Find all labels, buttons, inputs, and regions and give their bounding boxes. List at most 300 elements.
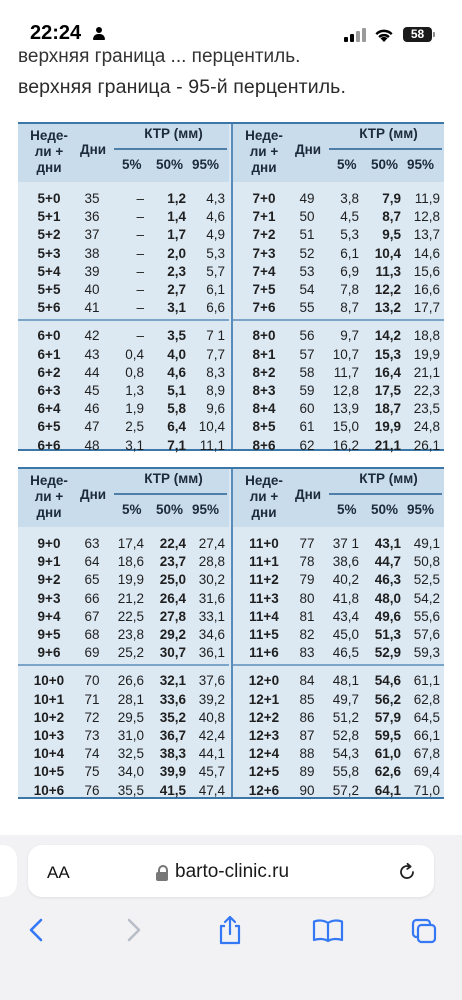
cell-p95: 61,1 bbox=[413, 673, 440, 689]
cell-p50: 64,1 bbox=[374, 782, 401, 798]
cell-week: 12+6 bbox=[248, 782, 280, 798]
header-weeks-line: ли + bbox=[249, 489, 279, 504]
cut-off-text-line: верхняя граница ... перцентиль. bbox=[18, 46, 301, 67]
cell-p5: 1,3 bbox=[125, 383, 144, 398]
cell-p5: 3,1 bbox=[125, 437, 144, 453]
cell-p5: 46,5 bbox=[332, 645, 359, 661]
cell-p5: 21,2 bbox=[117, 590, 144, 606]
cell-p95: 11,9 bbox=[414, 191, 440, 206]
header-p50: 50% bbox=[371, 502, 399, 517]
cell-days: 78 bbox=[299, 554, 315, 570]
cell-week: 9+5 bbox=[37, 627, 61, 642]
previous-tab-peek[interactable] bbox=[0, 845, 17, 897]
battery-cap bbox=[433, 32, 435, 37]
cell-days: 35 bbox=[84, 191, 100, 206]
cell-days: 74 bbox=[84, 746, 100, 762]
table-row bbox=[18, 553, 229, 571]
table-row bbox=[233, 745, 444, 763]
header-weeks-line: дни bbox=[251, 505, 277, 520]
table-half-left bbox=[18, 124, 229, 453]
cell-p5: 16,2 bbox=[332, 437, 359, 453]
cell-p5: – bbox=[136, 209, 144, 225]
cell-days: 42 bbox=[84, 328, 100, 344]
person-icon bbox=[93, 27, 105, 41]
table-row bbox=[18, 346, 229, 364]
cell-p95: 44,1 bbox=[198, 746, 225, 762]
ktr-table-5-8-weeks bbox=[18, 122, 444, 451]
cell-p5: 43,4 bbox=[332, 608, 359, 624]
cell-week: 7+0 bbox=[252, 191, 276, 206]
cell-p95: 8,9 bbox=[206, 383, 225, 398]
header-weeks-line: ли + bbox=[34, 489, 64, 504]
cell-p50: 25,0 bbox=[159, 572, 186, 588]
cell-p50: 39,9 bbox=[159, 764, 186, 780]
table-row bbox=[18, 281, 229, 299]
cell-p5: 0,8 bbox=[125, 364, 144, 380]
cell-p5: 41,8 bbox=[332, 590, 359, 606]
table-row bbox=[18, 644, 229, 662]
table-half-right bbox=[233, 124, 444, 453]
cell-week: 11+3 bbox=[249, 590, 279, 606]
bookmarks-icon[interactable] bbox=[311, 914, 345, 946]
cell-p95: 47,4 bbox=[198, 782, 225, 798]
table-row bbox=[233, 327, 444, 345]
cell-week: 11+2 bbox=[249, 572, 279, 588]
cell-days: 79 bbox=[299, 572, 315, 588]
status-time: 22:24 bbox=[30, 22, 82, 44]
cell-p50: 22,4 bbox=[159, 536, 186, 551]
cell-week: 9+3 bbox=[37, 590, 61, 606]
table-half-right bbox=[233, 469, 444, 797]
cell-days: 53 bbox=[299, 263, 315, 279]
cell-p5: 15,0 bbox=[332, 419, 359, 435]
table-row bbox=[18, 608, 229, 626]
cell-p5: 17,4 bbox=[117, 536, 144, 551]
cell-week: 10+0 bbox=[33, 673, 65, 689]
table-row bbox=[233, 727, 444, 745]
cell-p5: 22,5 bbox=[117, 608, 144, 624]
cell-days: 71 bbox=[84, 691, 100, 707]
table-row bbox=[18, 727, 229, 745]
cell-p50: 62,6 bbox=[374, 764, 401, 780]
cell-days: 46 bbox=[84, 401, 100, 417]
cell-p95: 37,6 bbox=[198, 673, 225, 689]
cell-p95: 4,9 bbox=[206, 227, 225, 243]
cell-p50: 9,5 bbox=[382, 227, 401, 243]
table-row bbox=[18, 763, 229, 781]
cell-p5: 7,8 bbox=[340, 282, 359, 297]
cell-week: 8+5 bbox=[252, 419, 276, 435]
cell-week: 11+1 bbox=[249, 554, 279, 570]
cell-p50: 29,2 bbox=[159, 627, 186, 642]
cell-week: 12+0 bbox=[248, 673, 280, 689]
header-p50: 50% bbox=[156, 502, 184, 517]
cell-p95: 10,4 bbox=[198, 419, 225, 435]
cell-days: 81 bbox=[299, 608, 315, 624]
cell-p95: 42,4 bbox=[198, 728, 225, 743]
header-p95: 95% bbox=[407, 502, 435, 517]
cell-p50: 38,3 bbox=[159, 746, 186, 762]
header-days: Дни bbox=[80, 487, 107, 502]
cell-days: 65 bbox=[84, 572, 100, 588]
header-weeks-days bbox=[24, 473, 74, 521]
cell-days: 64 bbox=[84, 554, 100, 570]
cell-week: 12+1 bbox=[248, 691, 280, 707]
cell-week: 12+3 bbox=[248, 728, 280, 743]
group-separator bbox=[18, 664, 229, 666]
cell-days: 82 bbox=[299, 627, 315, 642]
cell-days: 68 bbox=[84, 627, 100, 642]
cell-p95: 24,8 bbox=[413, 419, 440, 435]
table-row bbox=[233, 571, 444, 589]
table-row bbox=[18, 672, 229, 690]
cell-days: 80 bbox=[299, 590, 315, 606]
table-row bbox=[18, 691, 229, 709]
cell-p95: 6,6 bbox=[206, 300, 225, 316]
cell-p50: 4,0 bbox=[167, 346, 186, 362]
cell-week: 6+5 bbox=[37, 419, 61, 435]
cell-week: 9+0 bbox=[37, 536, 61, 551]
cell-week: 8+0 bbox=[252, 328, 276, 344]
header-weeks-line: Неде- bbox=[30, 128, 68, 143]
cell-week: 5+6 bbox=[37, 300, 61, 316]
cell-days: 72 bbox=[84, 709, 100, 725]
group-separator bbox=[233, 664, 444, 666]
cell-week: 10+1 bbox=[33, 691, 65, 707]
cell-p95: 49,1 bbox=[413, 536, 440, 551]
table-row bbox=[18, 590, 229, 608]
cell-p50: 14,2 bbox=[374, 328, 401, 344]
header-weeks-days bbox=[24, 128, 74, 176]
cell-week: 8+1 bbox=[252, 346, 276, 362]
cell-p50: 17,5 bbox=[374, 383, 401, 398]
cell-days: 38 bbox=[84, 245, 100, 261]
cell-days: 73 bbox=[84, 728, 100, 743]
cell-p95: 33,1 bbox=[198, 608, 225, 624]
cell-p95: 62,8 bbox=[413, 691, 440, 707]
cell-p5: – bbox=[136, 328, 144, 344]
table-row bbox=[18, 190, 229, 208]
cell-p95: 27,4 bbox=[198, 536, 225, 551]
cell-p95: 55,6 bbox=[413, 608, 440, 624]
table-row bbox=[233, 672, 444, 690]
cell-p95: 5,7 bbox=[206, 263, 225, 279]
cell-p50: 13,2 bbox=[374, 300, 401, 316]
cell-p5: – bbox=[136, 282, 144, 297]
cell-days: 54 bbox=[299, 282, 315, 297]
tabs-icon[interactable] bbox=[409, 914, 439, 946]
cell-p95: 64,5 bbox=[413, 709, 440, 725]
header-p5: 5% bbox=[337, 502, 357, 517]
cell-p50: 26,4 bbox=[159, 590, 186, 606]
cell-days: 56 bbox=[299, 328, 315, 344]
cell-p50: 52,9 bbox=[374, 645, 401, 661]
header-ktr-underline bbox=[329, 148, 442, 150]
header-p5: 5% bbox=[122, 502, 142, 517]
cell-p50: 59,5 bbox=[374, 728, 401, 743]
cell-week: 11+5 bbox=[249, 627, 279, 642]
table-row bbox=[233, 364, 444, 382]
cell-p95: 14,6 bbox=[413, 245, 440, 261]
cell-days: 47 bbox=[84, 419, 100, 435]
cell-week: 10+6 bbox=[33, 782, 65, 798]
table-row bbox=[233, 346, 444, 364]
header-ktr-underline bbox=[329, 493, 442, 495]
table-row bbox=[18, 327, 229, 345]
table-row bbox=[18, 535, 229, 553]
table-row bbox=[233, 608, 444, 626]
cell-p50: 44,7 bbox=[374, 554, 401, 570]
table-row bbox=[233, 263, 444, 281]
header-weeks-line: Неде- bbox=[245, 473, 283, 488]
cell-p95: 40,8 bbox=[198, 709, 225, 725]
table-row bbox=[18, 626, 229, 644]
caption-text: верхняя граница - 95-й перцентиль. bbox=[18, 76, 346, 98]
cell-p5: 10,7 bbox=[332, 346, 359, 362]
table-row bbox=[18, 400, 229, 418]
cell-p95: 31,6 bbox=[198, 590, 225, 606]
cell-p95: 13,7 bbox=[413, 227, 440, 243]
cell-p5: 2,5 bbox=[125, 419, 144, 435]
cell-days: 51 bbox=[299, 227, 315, 243]
cell-p95: 21,1 bbox=[413, 364, 440, 380]
table-row bbox=[233, 763, 444, 781]
cell-days: 67 bbox=[84, 608, 100, 624]
cell-days: 90 bbox=[299, 782, 315, 798]
cell-p95: 36,1 bbox=[198, 645, 225, 661]
text-size-button[interactable] bbox=[47, 863, 70, 883]
table-header bbox=[18, 124, 229, 182]
cell-p95: 59,3 bbox=[413, 645, 440, 661]
cell-p5: 34,0 bbox=[117, 764, 144, 780]
cell-days: 50 bbox=[299, 209, 315, 225]
cell-p5: 12,8 bbox=[332, 383, 359, 398]
column-divider bbox=[231, 469, 233, 797]
cell-p5: 45,0 bbox=[332, 627, 359, 642]
wifi-icon bbox=[373, 26, 395, 43]
cell-p50: 33,6 bbox=[159, 691, 186, 707]
cell-p50: 23,7 bbox=[159, 554, 186, 570]
column-divider bbox=[231, 124, 233, 449]
cell-p5: – bbox=[136, 300, 144, 316]
cell-p50: 2,3 bbox=[167, 263, 186, 279]
cell-week: 5+3 bbox=[37, 245, 61, 261]
cell-p50: 48,0 bbox=[374, 590, 401, 606]
cell-p95: 11,1 bbox=[199, 437, 225, 453]
cell-week: 10+4 bbox=[33, 746, 65, 762]
cell-p95: 30,2 bbox=[198, 572, 225, 588]
table-row bbox=[233, 553, 444, 571]
cell-days: 58 bbox=[299, 364, 315, 380]
cell-p5: – bbox=[136, 245, 144, 261]
cell-week: 5+1 bbox=[37, 209, 61, 225]
table-row bbox=[18, 745, 229, 763]
cell-week: 11+6 bbox=[249, 645, 279, 661]
header-ktr-mm: КТР (мм) bbox=[359, 471, 418, 486]
cell-week: 7+1 bbox=[252, 209, 276, 225]
table-row bbox=[18, 418, 229, 436]
share-icon[interactable] bbox=[215, 914, 245, 946]
cell-days: 52 bbox=[299, 245, 315, 261]
cell-p5: 32,5 bbox=[117, 746, 144, 762]
header-weeks-line: дни bbox=[36, 505, 62, 520]
cell-p95: 17,7 bbox=[413, 300, 440, 316]
cell-p50: 2,7 bbox=[167, 282, 186, 297]
cell-week: 9+2 bbox=[37, 572, 61, 588]
cell-p95: 26,1 bbox=[413, 437, 440, 453]
cell-days: 86 bbox=[299, 709, 315, 725]
cell-week: 8+3 bbox=[252, 383, 276, 398]
cell-p95: 9,6 bbox=[206, 401, 225, 417]
cell-p5: 5,3 bbox=[340, 227, 359, 243]
cell-p95: 8,3 bbox=[206, 364, 225, 380]
ktr-table-9-12-weeks bbox=[18, 467, 444, 799]
cell-p50: 35,2 bbox=[159, 709, 186, 725]
table-row bbox=[233, 281, 444, 299]
cell-p5: 55,8 bbox=[332, 764, 359, 780]
cell-days: 59 bbox=[299, 383, 315, 398]
table-header bbox=[233, 469, 444, 527]
cell-days: 49 bbox=[299, 191, 315, 206]
cell-p95: 7 1 bbox=[206, 328, 225, 344]
table-row bbox=[233, 626, 444, 644]
cell-p95: 50,8 bbox=[413, 554, 440, 570]
header-p95: 95% bbox=[192, 157, 220, 172]
cell-p5: 38,6 bbox=[332, 554, 359, 570]
table-header bbox=[233, 124, 444, 182]
cell-days: 62 bbox=[299, 437, 315, 453]
battery-icon: 58 bbox=[403, 27, 432, 42]
cell-days: 61 bbox=[299, 419, 315, 435]
cell-p50: 36,7 bbox=[159, 728, 186, 743]
cell-p5: 13,9 bbox=[332, 401, 359, 417]
cell-p50: 46,3 bbox=[374, 572, 401, 588]
cell-p95: 4,3 bbox=[206, 191, 225, 206]
table-row bbox=[18, 437, 229, 455]
cell-p95: 45,7 bbox=[198, 764, 225, 780]
cell-p50: 8,7 bbox=[382, 209, 401, 225]
cell-p95: 69,4 bbox=[413, 764, 440, 780]
cell-p95: 6,1 bbox=[206, 282, 225, 297]
table-row bbox=[18, 263, 229, 281]
cell-p95: 66,1 bbox=[413, 728, 440, 743]
cell-p95: 71,0 bbox=[413, 782, 440, 798]
cell-p95: 34,6 bbox=[198, 627, 225, 642]
cell-p5: 31,0 bbox=[117, 728, 144, 743]
header-ktr-mm: КТР (мм) bbox=[144, 471, 203, 486]
table-row bbox=[18, 782, 229, 800]
forward-icon[interactable] bbox=[118, 914, 148, 946]
cell-p95: 67,8 bbox=[413, 746, 440, 762]
cell-p50: 57,9 bbox=[374, 709, 401, 725]
cell-p5: 6,1 bbox=[340, 245, 359, 261]
cell-week: 6+4 bbox=[37, 401, 61, 417]
header-weeks-line: ли + bbox=[34, 144, 64, 159]
cell-days: 88 bbox=[299, 746, 315, 762]
lock-icon bbox=[156, 865, 168, 880]
table-row bbox=[233, 208, 444, 226]
cell-days: 63 bbox=[84, 536, 100, 551]
header-ktr-mm: КТР (мм) bbox=[144, 126, 203, 141]
header-ktr-underline bbox=[114, 493, 227, 495]
cell-p50: 6,4 bbox=[167, 419, 186, 435]
cell-days: 44 bbox=[84, 364, 100, 380]
cell-p5: – bbox=[136, 263, 144, 279]
cell-days: 84 bbox=[299, 673, 315, 689]
cell-days: 85 bbox=[299, 691, 315, 707]
cell-p50: 7,9 bbox=[382, 191, 401, 206]
header-weeks-line: ли + bbox=[249, 144, 279, 159]
header-ktr-mm: КТР (мм) bbox=[359, 126, 418, 141]
cell-p5: 3,8 bbox=[340, 191, 359, 206]
cell-p5: 28,1 bbox=[117, 691, 144, 707]
cell-days: 70 bbox=[84, 673, 100, 689]
cell-p50: 12,2 bbox=[374, 282, 401, 297]
cell-p95: 23,5 bbox=[413, 401, 440, 417]
cell-p5: 54,3 bbox=[332, 746, 359, 762]
cell-days: 45 bbox=[84, 383, 100, 398]
cell-days: 66 bbox=[84, 590, 100, 606]
cell-week: 9+6 bbox=[37, 645, 61, 661]
cell-p50: 5,1 bbox=[167, 383, 186, 398]
cell-p50: 18,7 bbox=[374, 401, 401, 417]
back-icon[interactable] bbox=[22, 914, 52, 946]
cell-p5: 4,5 bbox=[340, 209, 359, 225]
cell-p50: 7,1 bbox=[167, 437, 186, 453]
table-row bbox=[233, 782, 444, 800]
cell-p95: 57,6 bbox=[413, 627, 440, 642]
table-row bbox=[18, 364, 229, 382]
cell-p50: 11,3 bbox=[375, 263, 401, 279]
cell-p5: 48,1 bbox=[332, 673, 359, 689]
cell-p50: 51,3 bbox=[374, 627, 401, 642]
cell-p50: 21,1 bbox=[374, 437, 401, 453]
cell-week: 6+3 bbox=[37, 383, 61, 398]
cell-p95: 54,2 bbox=[413, 590, 440, 606]
table-row bbox=[233, 590, 444, 608]
cell-week: 9+4 bbox=[37, 608, 61, 624]
table-row bbox=[233, 299, 444, 317]
table-row bbox=[18, 709, 229, 727]
url-text[interactable]: barto-clinic.ru bbox=[175, 861, 290, 882]
cell-days: 41 bbox=[84, 300, 100, 316]
cell-p50: 61,0 bbox=[374, 746, 401, 762]
cell-week: 8+4 bbox=[252, 401, 276, 417]
cell-p95: 15,6 bbox=[413, 263, 440, 279]
table-row bbox=[18, 299, 229, 317]
header-p5: 5% bbox=[122, 157, 142, 172]
header-weeks-days bbox=[239, 128, 289, 176]
table-row bbox=[18, 382, 229, 400]
cell-week: 6+0 bbox=[37, 328, 61, 344]
cell-days: 76 bbox=[84, 782, 100, 798]
cell-p5: 11,7 bbox=[333, 364, 359, 380]
cell-p50: 10,4 bbox=[374, 245, 401, 261]
cell-p5: 29,5 bbox=[117, 709, 144, 725]
cell-p95: 12,8 bbox=[413, 209, 440, 225]
table-row bbox=[233, 190, 444, 208]
reload-icon[interactable] bbox=[397, 862, 417, 882]
cell-p5: 26,6 bbox=[117, 673, 144, 689]
cell-week: 11+4 bbox=[249, 608, 279, 624]
cell-p95: 7,7 bbox=[206, 346, 225, 362]
cell-p50: 3,5 bbox=[167, 328, 186, 344]
cell-p95: 22,3 bbox=[413, 383, 440, 398]
cell-days: 60 bbox=[299, 401, 315, 417]
cell-p95: 52,5 bbox=[413, 572, 440, 588]
header-weeks-line: Неде- bbox=[30, 473, 68, 488]
cell-week: 7+5 bbox=[252, 282, 276, 297]
